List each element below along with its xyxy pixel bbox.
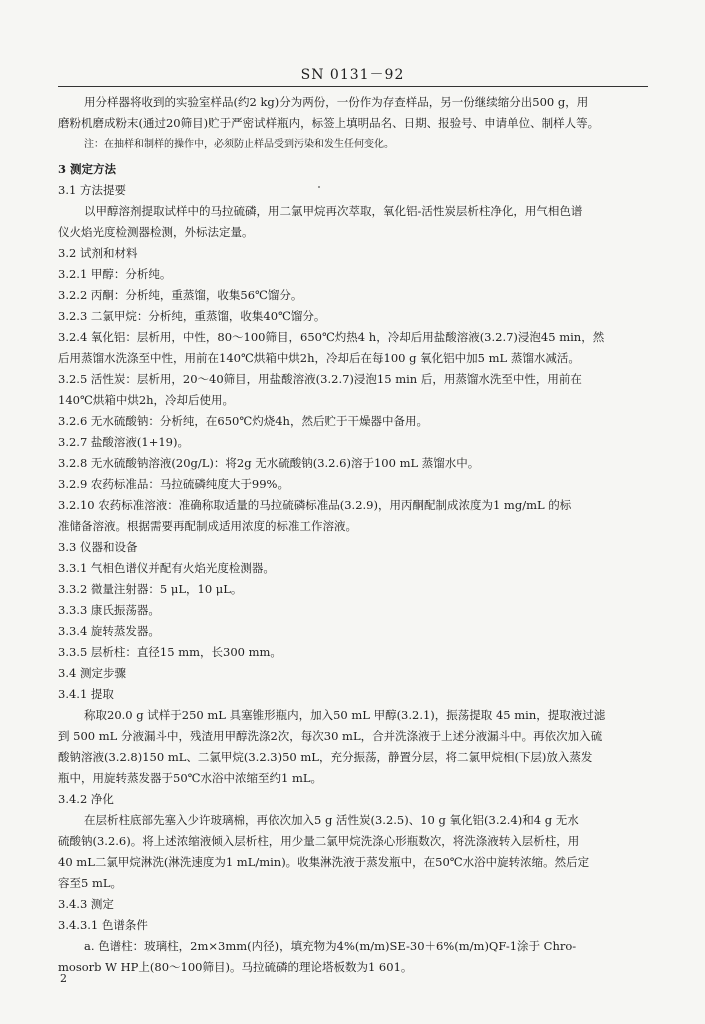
text-line: a. 色谱柱：玻璃柱，2m×3mm(内径)，填充物为4%(m/m)SE-30＋6%(m/m)QF-1涂于 Chro- — [84, 939, 577, 953]
text-line: 3.2.2 丙酮：分析纯，重蒸馏，收集56℃馏分。 — [58, 288, 303, 302]
note-line: 注：在抽样和制样的操作中，必须防止样品受到污染和发生任何变化。 — [84, 139, 394, 150]
text-line: 3.2.9 农药标准品：马拉硫磷纯度大于99%。 — [58, 477, 289, 491]
text-line: 用分样器将收到的实验室样品(约2 kg)分为两份，一份作为存查样品，另一份继续缩分出500 g，用 — [84, 95, 589, 109]
text-line: 容至5 mL。 — [58, 876, 123, 890]
text-line: 3.2.10 农药标准溶液：准确称取适量的马拉硫磷标准品(3.2.9)，用丙酮配制成浓度为1 mg/mL 的标 — [58, 498, 572, 512]
text-line: 3.4.2 净化 — [58, 792, 114, 806]
text-line: 到 500 mL 分液漏斗中，残渣用甲醇洗涤2次，每次30 mL，合并洗涤液于上述分液漏斗中。再依次加入硫 — [58, 729, 603, 743]
text-line: 3.2.4 氧化铝：层析用，中性，80～100筛目，650℃灼热4 h，冷却后用盐酸溶液(3.2.7)浸泡45 min，然 — [58, 330, 605, 344]
text-line: 瓶中，用旋转蒸发器于50℃水浴中浓缩至约1 mL。 — [58, 771, 323, 785]
text-line: 准储备溶液。根据需要再配制成适用浓度的标准工作溶液。 — [58, 519, 357, 533]
text-line: 3.1 方法提要 — [58, 183, 126, 197]
text-line: 硫酸钠(3.2.6)。将上述浓缩液倾入层析柱，用少量二氯甲烷洗涤心形瓶数次，将洗涤液转入层析柱，用 — [58, 834, 580, 848]
page-header: SN 0131－92 — [300, 67, 405, 83]
text-line: 3.3.1 气相色谱仪并配有火焰光度检测器。 — [58, 561, 275, 575]
text-line: 140℃烘箱中烘2h，冷却后使用。 — [58, 393, 235, 407]
text-line: 以甲醇溶剂提取试样中的马拉硫磷，用二氯甲烷再次萃取，氧化铝-活性炭层析柱净化，用气相色谱 — [84, 204, 583, 218]
text-line: 3.2 试剂和材料 — [58, 246, 138, 260]
document-body — [58, 92, 648, 978]
text-line: 3.2.1 甲醇：分析纯。 — [58, 267, 172, 281]
text-line: 3.2.3 二氯甲烷：分析纯，重蒸馏，收集40℃馏分。 — [58, 309, 326, 323]
page-number: 2 — [60, 972, 67, 985]
text-line: 3.4.3.1 色谱条件 — [58, 918, 148, 932]
text-line: 3.4.1 提取 — [58, 687, 114, 701]
text-line: 3.3 仪器和设备 — [58, 540, 138, 554]
text-line: 3.2.6 无水硫酸钠：分析纯，在650℃灼烧4h，然后贮于干燥器中备用。 — [58, 414, 428, 428]
text-line: 3.4.3 测定 — [58, 897, 114, 911]
text-line: 3.3.4 旋转蒸发器。 — [58, 624, 160, 638]
text-line: 3.3.5 层析柱：直径15 mm，长300 mm。 — [58, 645, 282, 659]
text-line: 在层析柱底部先塞入少许玻璃棉，再依次加入5 g 活性炭(3.2.5)、10 g 氧化铝(3.2.4)和4 g 无水 — [84, 813, 579, 827]
text-line: 3.4 测定步骤 — [58, 666, 126, 680]
text-line: 3.3.2 微量注射器：5 μL，10 μL。 — [58, 582, 243, 596]
text-line: 称取20.0 g 试样于250 mL 具塞锥形瓶内，加入50 mL 甲醇(3.2.1)，振荡提取 45 min，提取液过滤 — [84, 708, 606, 722]
text-line: 磨粉机磨成粉末(通过20筛目)贮于严密试样瓶内，标签上填明品名、日期、报验号、申请单位、制样人等。 — [58, 116, 600, 130]
text-line: 3.3.3 康氏振荡器。 — [58, 603, 160, 617]
section-heading: 3 测定方法 — [58, 162, 117, 176]
text-line: 3.2.5 活性炭：层析用，20～40筛目，用盐酸溶液(3.2.7)浸泡15 min 后，用蒸馏水洗至中性，用前在 — [58, 372, 582, 386]
text-line: 40 mL二氯甲烷淋洗(淋洗速度为1 mL/min)。收集淋洗液于蒸发瓶中，在50℃水浴中旋转浓缩。然后定 — [58, 855, 590, 869]
header-rule — [58, 86, 648, 87]
text-line: 3.2.7 盐酸溶液(1+19)。 — [58, 435, 189, 449]
text-line: 后用蒸馏水洗涤至中性，用前在140℃烘箱中烘2h，冷却后在每100 g 氧化铝中加5 mL 蒸馏水减活。 — [58, 351, 580, 365]
text-line: 3.2.8 无水硫酸钠溶液(20g/L)：将2g 无水硫酸钠(3.2.6)溶于100 mL 蒸馏水中。 — [58, 456, 480, 470]
text-line: 酸钠溶液(3.2.8)150 mL、二氯甲烷(3.2.3)50 mL，充分振荡，静置分层，将二氯甲烷相(下层)放入蒸发 — [58, 750, 593, 764]
text-line: 仪火焰光度检测器检测，外标法定量。 — [58, 225, 254, 239]
text-line: mosorb W HP上(80～100筛目)。马拉硫磷的理论塔板数为1 601。 — [58, 960, 413, 974]
